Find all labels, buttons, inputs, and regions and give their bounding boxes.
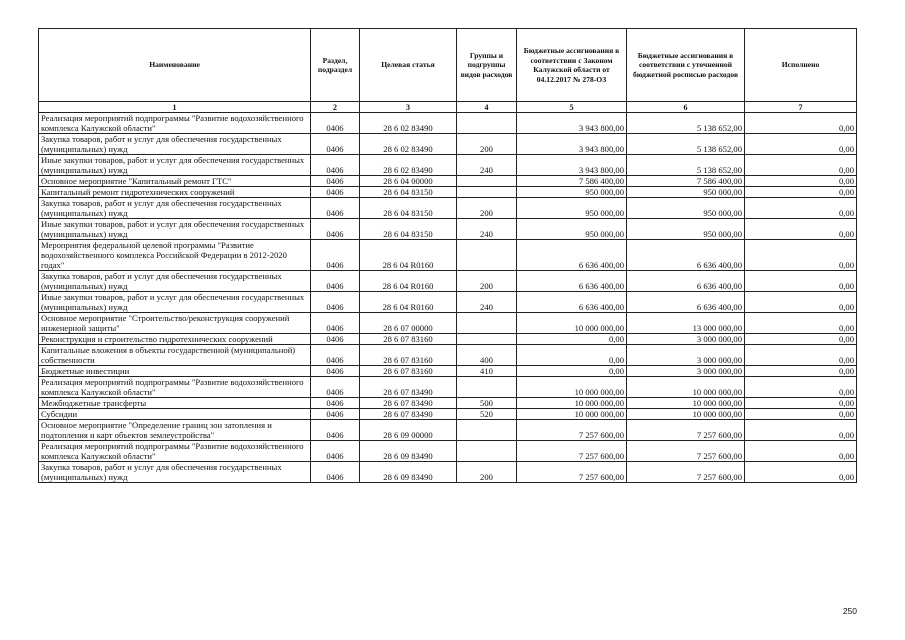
header-target: Целевая статья bbox=[360, 29, 457, 102]
row-target: 28 6 02 83490 bbox=[360, 134, 457, 155]
row-law-amount: 6 636 400,00 bbox=[517, 271, 627, 292]
table-row bbox=[39, 398, 857, 409]
row-law-amount: 950 000,00 bbox=[517, 187, 627, 198]
row-name: Реконструкция и строительство гидротехнических сооружений bbox=[39, 334, 311, 345]
row-name: Закупка товаров, работ и услуг для обеспечения государственных (муниципальных) нужд bbox=[39, 198, 311, 219]
table-row bbox=[39, 292, 857, 313]
row-updated-amount: 5 138 652,00 bbox=[627, 155, 745, 176]
row-executed-amount: 0,00 bbox=[745, 198, 857, 219]
table-row bbox=[39, 240, 857, 271]
column-number: 6 bbox=[627, 102, 745, 113]
header-executed: Исполнено bbox=[745, 29, 857, 102]
row-target: 28 6 04 00000 bbox=[360, 176, 457, 187]
row-group bbox=[457, 113, 517, 134]
row-name: Иные закупки товаров, работ и услуг для обеспечения государственных (муниципальных) нужд bbox=[39, 155, 311, 176]
row-name: Закупка товаров, работ и услуг для обеспечения государственных (муниципальных) нужд bbox=[39, 134, 311, 155]
row-executed-amount: 0,00 bbox=[745, 345, 857, 366]
header-law: Бюджетные ассигнования в соответствии с Законом Калужской области от 04.12.2017 № 278-ОЗ bbox=[517, 29, 627, 102]
row-law-amount: 950 000,00 bbox=[517, 198, 627, 219]
table-row bbox=[39, 134, 857, 155]
row-executed-amount: 0,00 bbox=[745, 366, 857, 377]
table-row bbox=[39, 377, 857, 398]
row-target: 28 6 04 R0160 bbox=[360, 240, 457, 271]
row-executed-amount: 0,00 bbox=[745, 176, 857, 187]
row-law-amount: 3 943 800,00 bbox=[517, 134, 627, 155]
row-section: 0406 bbox=[311, 334, 360, 345]
row-target: 28 6 07 83490 bbox=[360, 377, 457, 398]
row-updated-amount: 5 138 652,00 bbox=[627, 113, 745, 134]
row-updated-amount: 13 000 000,00 bbox=[627, 313, 745, 334]
row-target: 28 6 07 83160 bbox=[360, 366, 457, 377]
row-updated-amount: 6 636 400,00 bbox=[627, 271, 745, 292]
row-target: 28 6 04 83150 bbox=[360, 187, 457, 198]
row-section: 0406 bbox=[311, 409, 360, 420]
row-section: 0406 bbox=[311, 345, 360, 366]
header-section: Раздел, подраздел bbox=[311, 29, 360, 102]
table-row bbox=[39, 313, 857, 334]
row-group: 240 bbox=[457, 155, 517, 176]
table-body bbox=[39, 113, 857, 483]
row-law-amount: 7 257 600,00 bbox=[517, 420, 627, 441]
row-name: Мероприятия федеральной целевой программы "Развитие водохозяйственного комплекса Российской Федерации в 2012-2020 годах" bbox=[39, 240, 311, 271]
row-law-amount: 0,00 bbox=[517, 334, 627, 345]
row-name: Основное мероприятие "Определение границ зон затопления и подтопления и карт объектов землеустройства" bbox=[39, 420, 311, 441]
row-group bbox=[457, 176, 517, 187]
table-row bbox=[39, 219, 857, 240]
row-updated-amount: 3 000 000,00 bbox=[627, 334, 745, 345]
row-section: 0406 bbox=[311, 271, 360, 292]
column-number: 1 bbox=[39, 102, 311, 113]
row-group bbox=[457, 420, 517, 441]
row-executed-amount: 0,00 bbox=[745, 134, 857, 155]
budget-table bbox=[38, 28, 857, 483]
row-law-amount: 10 000 000,00 bbox=[517, 377, 627, 398]
row-name: Закупка товаров, работ и услуг для обеспечения государственных (муниципальных) нужд bbox=[39, 271, 311, 292]
table-row bbox=[39, 409, 857, 420]
row-name: Реализация мероприятий подпрограммы "Развитие водохозяйственного комплекса Калужской области" bbox=[39, 441, 311, 462]
row-name: Реализация мероприятий подпрограммы "Развитие водохозяйственного комплекса Калужской области" bbox=[39, 113, 311, 134]
row-target: 28 6 02 83490 bbox=[360, 113, 457, 134]
table-row bbox=[39, 462, 857, 483]
row-group: 240 bbox=[457, 219, 517, 240]
row-name: Субсидии bbox=[39, 409, 311, 420]
row-target: 28 6 04 R0160 bbox=[360, 271, 457, 292]
row-executed-amount: 0,00 bbox=[745, 398, 857, 409]
row-updated-amount: 3 000 000,00 bbox=[627, 345, 745, 366]
row-group bbox=[457, 441, 517, 462]
row-group: 240 bbox=[457, 292, 517, 313]
row-executed-amount: 0,00 bbox=[745, 113, 857, 134]
row-name: Капитальные вложения в объекты государственной (муниципальной) собственности bbox=[39, 345, 311, 366]
row-target: 28 6 04 83150 bbox=[360, 219, 457, 240]
row-name: Основное мероприятие "Строительство/реконструкция сооружений инженерной защиты" bbox=[39, 313, 311, 334]
row-executed-amount: 0,00 bbox=[745, 155, 857, 176]
row-target: 28 6 07 83490 bbox=[360, 409, 457, 420]
row-target: 28 6 07 83490 bbox=[360, 398, 457, 409]
row-target: 28 6 07 00000 bbox=[360, 313, 457, 334]
row-group bbox=[457, 240, 517, 271]
row-updated-amount: 3 000 000,00 bbox=[627, 366, 745, 377]
row-law-amount: 950 000,00 bbox=[517, 219, 627, 240]
row-group: 200 bbox=[457, 462, 517, 483]
row-name: Бюджетные инвестиции bbox=[39, 366, 311, 377]
table-row bbox=[39, 441, 857, 462]
row-target: 28 6 04 83150 bbox=[360, 198, 457, 219]
table-header bbox=[39, 29, 857, 113]
row-target: 28 6 07 83160 bbox=[360, 334, 457, 345]
row-executed-amount: 0,00 bbox=[745, 313, 857, 334]
row-updated-amount: 10 000 000,00 bbox=[627, 377, 745, 398]
row-name: Иные закупки товаров, работ и услуг для обеспечения государственных (муниципальных) нужд bbox=[39, 219, 311, 240]
row-updated-amount: 6 636 400,00 bbox=[627, 240, 745, 271]
row-section: 0406 bbox=[311, 198, 360, 219]
row-executed-amount: 0,00 bbox=[745, 292, 857, 313]
row-section: 0406 bbox=[311, 176, 360, 187]
row-name: Закупка товаров, работ и услуг для обеспечения государственных (муниципальных) нужд bbox=[39, 462, 311, 483]
row-section: 0406 bbox=[311, 292, 360, 313]
row-law-amount: 3 943 800,00 bbox=[517, 155, 627, 176]
row-group: 500 bbox=[457, 398, 517, 409]
row-executed-amount: 0,00 bbox=[745, 240, 857, 271]
row-target: 28 6 02 83490 bbox=[360, 155, 457, 176]
column-number-row bbox=[39, 102, 857, 113]
row-executed-amount: 0,00 bbox=[745, 271, 857, 292]
row-group: 410 bbox=[457, 366, 517, 377]
table-row bbox=[39, 420, 857, 441]
row-section: 0406 bbox=[311, 313, 360, 334]
table-row bbox=[39, 345, 857, 366]
column-number: 4 bbox=[457, 102, 517, 113]
header-groups: Группы и подгруппы видов расходов bbox=[457, 29, 517, 102]
row-target: 28 6 09 83490 bbox=[360, 441, 457, 462]
table-row bbox=[39, 187, 857, 198]
row-section: 0406 bbox=[311, 240, 360, 271]
row-law-amount: 7 257 600,00 bbox=[517, 462, 627, 483]
table-row bbox=[39, 198, 857, 219]
table-row bbox=[39, 155, 857, 176]
row-group bbox=[457, 313, 517, 334]
row-section: 0406 bbox=[311, 420, 360, 441]
table-row bbox=[39, 113, 857, 134]
row-law-amount: 7 586 400,00 bbox=[517, 176, 627, 187]
row-target: 28 6 09 83490 bbox=[360, 462, 457, 483]
row-target: 28 6 04 R0160 bbox=[360, 292, 457, 313]
row-group: 520 bbox=[457, 409, 517, 420]
row-section: 0406 bbox=[311, 398, 360, 409]
table-row bbox=[39, 334, 857, 345]
row-law-amount: 6 636 400,00 bbox=[517, 292, 627, 313]
row-updated-amount: 5 138 652,00 bbox=[627, 134, 745, 155]
row-executed-amount: 0,00 bbox=[745, 334, 857, 345]
row-target: 28 6 07 83160 bbox=[360, 345, 457, 366]
table-row bbox=[39, 271, 857, 292]
row-executed-amount: 0,00 bbox=[745, 219, 857, 240]
row-target: 28 6 09 00000 bbox=[360, 420, 457, 441]
row-group: 400 bbox=[457, 345, 517, 366]
row-updated-amount: 950 000,00 bbox=[627, 219, 745, 240]
row-law-amount: 6 636 400,00 bbox=[517, 240, 627, 271]
row-name: Реализация мероприятий подпрограммы "Развитие водохозяйственного комплекса Калужской области" bbox=[39, 377, 311, 398]
row-law-amount: 10 000 000,00 bbox=[517, 398, 627, 409]
row-updated-amount: 7 257 600,00 bbox=[627, 441, 745, 462]
row-updated-amount: 6 636 400,00 bbox=[627, 292, 745, 313]
row-executed-amount: 0,00 bbox=[745, 187, 857, 198]
column-number: 5 bbox=[517, 102, 627, 113]
row-group bbox=[457, 334, 517, 345]
row-group bbox=[457, 187, 517, 198]
row-name: Капитальный ремонт гидротехнических сооружений bbox=[39, 187, 311, 198]
row-section: 0406 bbox=[311, 377, 360, 398]
table-row bbox=[39, 366, 857, 377]
row-executed-amount: 0,00 bbox=[745, 377, 857, 398]
row-section: 0406 bbox=[311, 441, 360, 462]
row-law-amount: 10 000 000,00 bbox=[517, 409, 627, 420]
row-executed-amount: 0,00 bbox=[745, 409, 857, 420]
row-updated-amount: 10 000 000,00 bbox=[627, 409, 745, 420]
row-executed-amount: 0,00 bbox=[745, 462, 857, 483]
row-group: 200 bbox=[457, 198, 517, 219]
row-group: 200 bbox=[457, 271, 517, 292]
row-law-amount: 3 943 800,00 bbox=[517, 113, 627, 134]
row-section: 0406 bbox=[311, 462, 360, 483]
row-updated-amount: 7 257 600,00 bbox=[627, 462, 745, 483]
row-name: Межбюджетные трансферты bbox=[39, 398, 311, 409]
row-group: 200 bbox=[457, 134, 517, 155]
header-name: Наименование bbox=[39, 29, 311, 102]
row-updated-amount: 950 000,00 bbox=[627, 198, 745, 219]
row-section: 0406 bbox=[311, 155, 360, 176]
row-updated-amount: 950 000,00 bbox=[627, 187, 745, 198]
row-updated-amount: 7 586 400,00 bbox=[627, 176, 745, 187]
row-law-amount: 0,00 bbox=[517, 366, 627, 377]
row-executed-amount: 0,00 bbox=[745, 420, 857, 441]
column-number: 2 bbox=[311, 102, 360, 113]
row-section: 0406 bbox=[311, 366, 360, 377]
column-number: 7 bbox=[745, 102, 857, 113]
row-executed-amount: 0,00 bbox=[745, 441, 857, 462]
column-number: 3 bbox=[360, 102, 457, 113]
row-law-amount: 0,00 bbox=[517, 345, 627, 366]
page-number: 250 bbox=[842, 606, 857, 616]
row-updated-amount: 7 257 600,00 bbox=[627, 420, 745, 441]
row-law-amount: 10 000 000,00 bbox=[517, 313, 627, 334]
row-section: 0406 bbox=[311, 113, 360, 134]
row-section: 0406 bbox=[311, 219, 360, 240]
row-updated-amount: 10 000 000,00 bbox=[627, 398, 745, 409]
row-name: Основное мероприятие "Капитальный ремонт ГТС" bbox=[39, 176, 311, 187]
table-row bbox=[39, 176, 857, 187]
row-group bbox=[457, 377, 517, 398]
row-section: 0406 bbox=[311, 134, 360, 155]
row-name: Иные закупки товаров, работ и услуг для обеспечения государственных (муниципальных) нужд bbox=[39, 292, 311, 313]
row-section: 0406 bbox=[311, 187, 360, 198]
header-updated: Бюджетные ассигнования в соответствии с уточненной бюджетной росписью расходов bbox=[627, 29, 745, 102]
row-law-amount: 7 257 600,00 bbox=[517, 441, 627, 462]
